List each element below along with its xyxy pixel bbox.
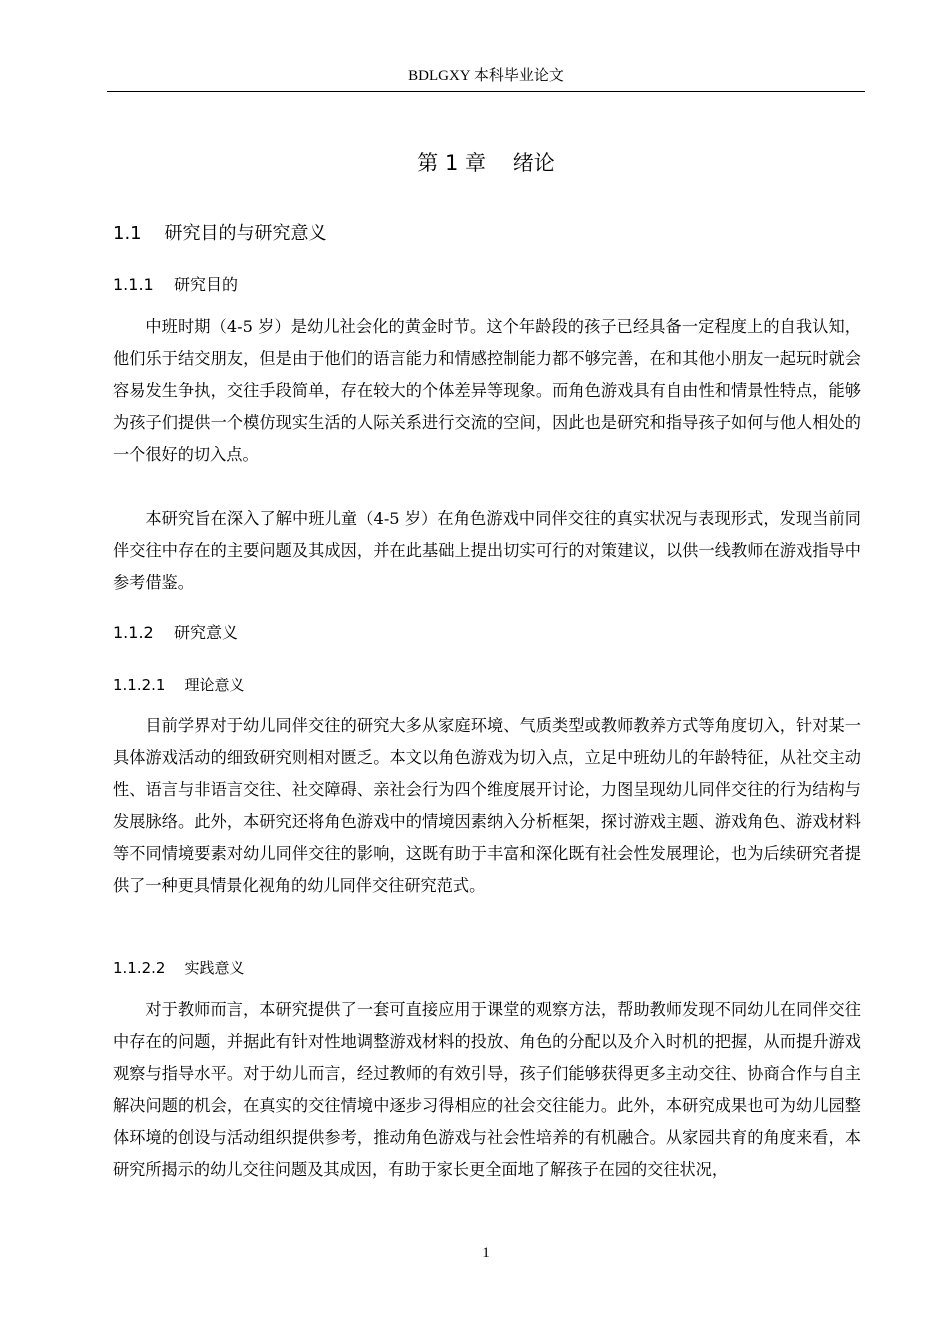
paragraph-practical-significance: 对于教师而言，本研究提供了一套可直接应用于课堂的观察方法，帮助教师发现不同幼儿在同伴交往中存在的问题，并据此有针对性地调整游戏材料的投放、角色的分配以及介入时机的把握，从而提升游戏观察与指导水平。对于幼儿而言，经过教师的有效引导，孩子们能够获得更多主动交往、协商合作与自主解决问题的机会，在真实的交往情境中逐步习得相应的社会交往能力。此外，本研究成果也可为幼儿园整体环境的创设与活动组织提供参考，推动角色游戏与社会性培养的有机融合。从家园共育的角度来看，本研究所揭示的幼儿交往问题及其成因，有助于家长更全面地了解孩子在园的交往状况，	[113, 1000, 861, 1179]
page-number: 1	[482, 1245, 490, 1261]
header-divider	[107, 91, 865, 92]
paragraph-theoretical-significance: 目前学界对于幼儿同伴交往的研究大多从家庭环境、气质类型或教师教养方式等角度切入，针对某一具体游戏活动的细致研究则相对匮乏。本文以角色游戏为切入点，立足中班幼儿的年龄特征，从社交主动性、语言与非语言交往、社交障碍、亲社会行为四个维度展开讨论，力图呈现幼儿同伴交往的行为结构与发展脉络。此外，本研究还将角色游戏中的情境因素纳入分析框架，探讨游戏主题、游戏角色、游戏材料等不同情境要素对幼儿同伴交往的影响，这既有助于丰富和深化既有社会性发展理论，也为后续研究者提供了一种更具情景化视角的幼儿同伴交往研究范式。	[113, 716, 861, 895]
paragraph-research-purpose-2: 本研究旨在深入了解中班儿童（4-5 岁）在角色游戏中同伴交往的真实状况与表现形式，发现当前同伴交往中存在的主要问题及其成因，并在此基础上提出切实可行的对策建议，以供一线教师在游戏指导中参考借鉴。	[113, 509, 861, 592]
chapter-title: 第 1 章 绪论	[417, 151, 555, 175]
page-header: BDLGXY 本科毕业论文	[408, 68, 564, 84]
paragraph-research-purpose-1: 中班时期（4-5 岁）是幼儿社会化的黄金时节。这个年龄段的孩子已经具备一定程度上的自我认知，他们乐于结交朋友，但是由于他们的语言能力和情感控制能力都不够完善，在和其他小朋友一起玩时就会容易发生争执，交往手段简单，存在较大的个体差异等现象。而角色游戏具有自由性和情景性特点，能够为孩子们提供一个模仿现实生活的人际关系进行交流的空间，因此也是研究和指导孩子如何与他人相处的一个很好的切入点。	[113, 317, 861, 464]
section-heading-1-1-2-2: 1.1.2.2 实践意义	[113, 959, 245, 977]
section-heading-1-1-1: 1.1.1 研究目的	[113, 275, 239, 294]
section-heading-1-1: 1.1 研究目的与研究意义	[113, 223, 327, 244]
section-heading-1-1-2-1: 1.1.2.1 理论意义	[113, 676, 245, 694]
section-heading-1-1-2: 1.1.2 研究意义	[113, 623, 239, 642]
